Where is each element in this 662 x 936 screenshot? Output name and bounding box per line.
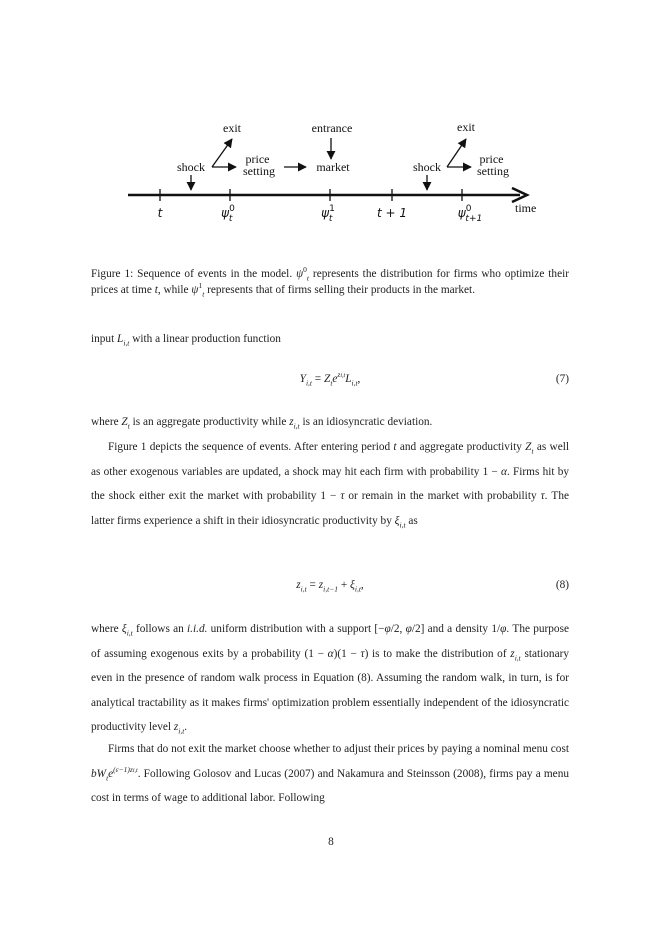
paragraph-where-xi: where $\xi_{i,t}$ follows an i.i.d. uniform distribution with a support [−φ/2, φ/2] and a density 1/φ. The purpose of assuming exogenous exits by a probability (1 − α)(1 − τ) is to make the distribution of $z_{i,t}$ stationary even in the presence of random walk process in Equation (8). Assuming the random walk, in turn, is for analytical tractability as it makes firms' optimization problem essentially independent of the idiosyncratic productivity level $z_{i,t}$. [91, 623, 569, 736]
paragraph-where-z: where $Z_t$ is an aggregate productivity while $z_{i,t}$ is an idiosyncratic deviation. [91, 416, 433, 431]
paragraph-figure-description: Figure 1 depicts the sequence of events. After entering period t and aggregate productivity $Z_t$ as well as other exogenous variables are updated, a shock may hit each firm with probability 1 − α. Firms hit by the shock either exit the market with probability 1 − τ or remain in the market with probability τ. The latter firms experience a shift in their idiosyncratic productivity by $\xi_{i,t}$ as [91, 441, 570, 529]
paragraph-menu-cost: Firms that do not exit the market choose whether to adjust their prices by paying a nominal menu cost $bW_te^{(\varepsilon-1)zi,t}$. Following Golosov and Lucas (2007) and Nakamura and Steinsson (2008), firms pay a menu cost in terms of wage to additional labor. Following [91, 743, 569, 804]
exit-arrow-1 [212, 139, 232, 167]
equation-7-number: (7) [555, 373, 569, 385]
shock-label-1: shock [177, 160, 205, 174]
tick-label-psi1: $\psi^1$ t [321, 204, 335, 224]
exit-label-2: exit [457, 120, 475, 134]
caption-label: Figure 1: [91, 268, 134, 280]
price-setting-label-1: price setting [243, 152, 275, 178]
tick-label-t-plus-1: t + 1 [376, 206, 408, 220]
exit-arrow-2 [447, 139, 466, 167]
equation-7-body: $Y_{i,t} = Z_te^{zi,t}L_{i,t}$, [299, 370, 361, 388]
exit-label-1: exit [223, 121, 241, 135]
market-label: market [316, 160, 350, 174]
tick-label-psi0-next: $\psi^0$ t+1 [457, 204, 483, 224]
entrance-label: entrance [311, 121, 353, 135]
time-label: time [515, 201, 537, 215]
tick-label-t: t [157, 206, 163, 220]
equation-8-number: (8) [555, 579, 569, 591]
timeline-figure [0, 0, 662, 260]
tick-label-psi0: $\psi^0$ t [221, 204, 235, 224]
equation-8-body: $z_{i,t} = z_{i,t-1} + \xi_{i,t}$, [296, 579, 364, 594]
equation-8 [91, 579, 569, 599]
figure-caption: Figure 1: Sequence of events in the model. $\psi^0_t$ represents the distribution for firms who optimize their prices at time t, while $\psi^1_t$ represents that of firms selling their products in the market. [91, 265, 569, 299]
shock-label-2: shock [413, 160, 441, 174]
price-setting-label-2: price setting [477, 152, 509, 178]
page-number: 8 [328, 836, 334, 848]
paragraph-input: input $L_{i,t}$ with a linear production function [91, 333, 281, 348]
equation-7 [91, 370, 569, 393]
